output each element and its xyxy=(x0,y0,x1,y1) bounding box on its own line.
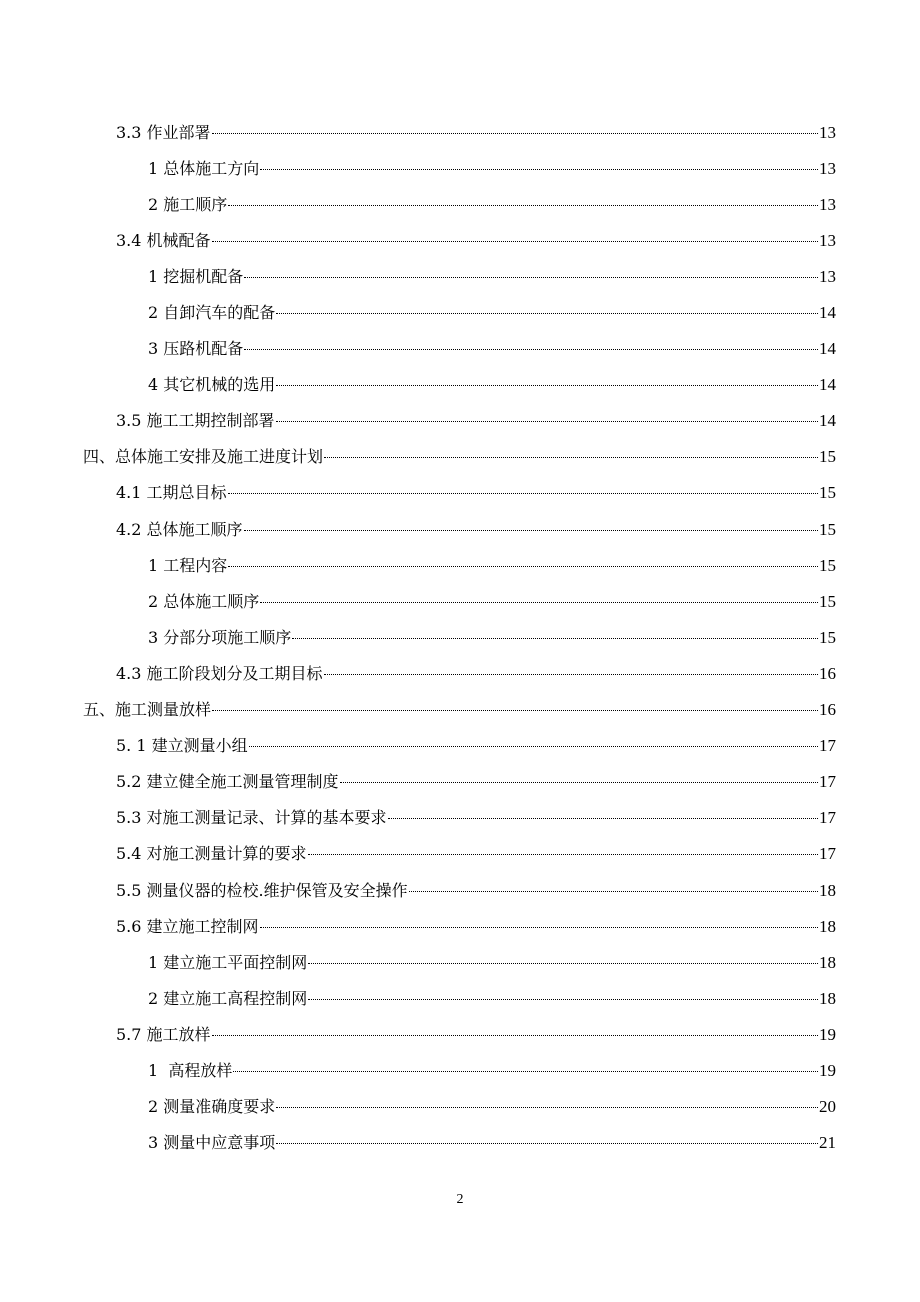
dot-leader xyxy=(324,457,818,458)
toc-entry[interactable] xyxy=(0,402,920,438)
toc-entry-title: 五、施工测量放样 xyxy=(83,700,212,720)
dot-leader xyxy=(276,1107,818,1108)
dot-leader xyxy=(276,313,818,314)
table-of-contents xyxy=(0,113,920,1160)
toc-entry[interactable] xyxy=(0,654,920,690)
dot-leader xyxy=(260,602,818,603)
toc-entry-page: 15 xyxy=(819,483,836,503)
toc-entry-page: 15 xyxy=(819,555,836,575)
dot-leader xyxy=(260,169,818,170)
toc-entry[interactable] xyxy=(0,691,920,727)
toc-entry-title: 5.2 建立健全施工测量管理制度 xyxy=(116,772,339,792)
toc-entry-title: 4.2 总体施工顺序 xyxy=(116,519,243,539)
toc-entry[interactable] xyxy=(0,763,920,799)
toc-entry-page: 18 xyxy=(819,988,836,1008)
toc-entry-title: 1 总体施工方向 xyxy=(148,158,260,178)
toc-entry[interactable] xyxy=(0,149,920,185)
dot-leader xyxy=(260,927,818,928)
toc-entry-page: 16 xyxy=(819,663,836,683)
toc-entry-page: 18 xyxy=(819,916,836,936)
toc-entry-page: 14 xyxy=(819,339,836,359)
toc-entry-page: 15 xyxy=(819,519,836,539)
toc-entry-page: 17 xyxy=(819,844,836,864)
toc-entry-title: 3 分部分项施工顺序 xyxy=(148,627,292,647)
toc-entry[interactable] xyxy=(0,474,920,510)
toc-entry-title: 5.3 对施工测量记录、计算的基本要求 xyxy=(116,808,387,828)
toc-entry-title: 3 测量中应意事项 xyxy=(148,1133,276,1153)
toc-entry-page: 13 xyxy=(819,230,836,250)
toc-entry-title: 2 测量准确度要求 xyxy=(148,1097,276,1117)
toc-entry[interactable] xyxy=(0,1051,920,1087)
toc-entry-page: 17 xyxy=(819,808,836,828)
toc-entry-page: 13 xyxy=(819,266,836,286)
toc-entry-page: 14 xyxy=(819,375,836,395)
dot-leader xyxy=(244,530,818,531)
toc-entry-title: 5.6 建立施工控制网 xyxy=(116,916,259,936)
toc-entry-title: 1 高程放样 xyxy=(148,1060,233,1080)
toc-entry-title: 1 挖掘机配备 xyxy=(148,266,244,286)
toc-entry-title: 2 建立施工高程控制网 xyxy=(148,988,308,1008)
toc-entry-title: 5.4 对施工测量计算的要求 xyxy=(116,844,307,864)
dot-leader xyxy=(244,349,818,350)
dot-leader xyxy=(308,854,818,855)
toc-entry-title: 5.5 测量仪器的检校.维护保管及安全操作 xyxy=(116,880,408,900)
toc-entry-title: 2 自卸汽车的配备 xyxy=(148,303,276,323)
toc-entry-title: 4.1 工期总目标 xyxy=(116,483,227,503)
dot-leader xyxy=(233,1071,818,1072)
toc-entry-title: 5.7 施工放样 xyxy=(116,1024,211,1044)
toc-entry-title: 2 总体施工顺序 xyxy=(148,591,260,611)
toc-entry[interactable] xyxy=(0,871,920,907)
toc-entry[interactable] xyxy=(0,510,920,546)
toc-entry[interactable] xyxy=(0,257,920,293)
toc-entry-page: 18 xyxy=(819,880,836,900)
dot-leader xyxy=(228,205,818,206)
toc-entry[interactable] xyxy=(0,438,920,474)
toc-entry[interactable] xyxy=(0,546,920,582)
toc-entry-page: 13 xyxy=(819,122,836,142)
toc-entry[interactable] xyxy=(0,907,920,943)
toc-entry-title: 1 建立施工平面控制网 xyxy=(148,952,308,972)
toc-entry[interactable] xyxy=(0,1088,920,1124)
toc-entry-title: 3 压路机配备 xyxy=(148,339,244,359)
dot-leader xyxy=(228,566,818,567)
toc-entry-title: 四、总体施工安排及施工进度计划 xyxy=(83,447,324,467)
toc-entry[interactable] xyxy=(0,113,920,149)
toc-entry[interactable] xyxy=(0,330,920,366)
toc-entry-page: 19 xyxy=(819,1060,836,1080)
toc-entry[interactable] xyxy=(0,835,920,871)
dot-leader xyxy=(292,638,818,639)
toc-entry[interactable] xyxy=(0,799,920,835)
dot-leader xyxy=(212,710,818,711)
dot-leader xyxy=(340,782,818,783)
toc-entry[interactable] xyxy=(0,943,920,979)
toc-entry-page: 13 xyxy=(819,158,836,178)
toc-entry[interactable] xyxy=(0,185,920,221)
toc-entry-title: 3.3 作业部署 xyxy=(116,122,211,142)
dot-leader xyxy=(324,674,818,675)
toc-entry-page: 17 xyxy=(819,736,836,756)
toc-entry[interactable] xyxy=(0,727,920,763)
toc-entry-page: 14 xyxy=(819,411,836,431)
dot-leader xyxy=(212,1035,818,1036)
toc-entry-page: 14 xyxy=(819,303,836,323)
toc-entry-title: 5. 1 建立测量小组 xyxy=(116,736,248,756)
toc-entry[interactable] xyxy=(0,293,920,329)
toc-entry-page: 20 xyxy=(819,1097,836,1117)
toc-entry-page: 18 xyxy=(819,952,836,972)
dot-leader xyxy=(409,891,818,892)
toc-entry[interactable] xyxy=(0,1124,920,1160)
toc-entry[interactable] xyxy=(0,979,920,1015)
toc-entry[interactable] xyxy=(0,582,920,618)
dot-leader xyxy=(244,277,818,278)
toc-entry-page: 17 xyxy=(819,772,836,792)
toc-entry-title: 4.3 施工阶段划分及工期目标 xyxy=(116,663,323,683)
toc-entry-title: 3.5 施工工期控制部署 xyxy=(116,411,275,431)
toc-entry[interactable] xyxy=(0,1015,920,1051)
dot-leader xyxy=(276,1143,818,1144)
toc-entry[interactable] xyxy=(0,221,920,257)
dot-leader xyxy=(308,999,818,1000)
dot-leader xyxy=(249,746,818,747)
toc-entry-page: 15 xyxy=(819,447,836,467)
dot-leader xyxy=(212,133,818,134)
toc-entry-title: 2 施工顺序 xyxy=(148,194,228,214)
toc-entry-title: 1 工程内容 xyxy=(148,555,228,575)
dot-leader xyxy=(228,493,818,494)
toc-entry[interactable] xyxy=(0,366,920,402)
page-number: 2 xyxy=(456,1192,464,1207)
toc-entry-page: 16 xyxy=(819,700,836,720)
dot-leader xyxy=(276,421,818,422)
toc-entry-page: 15 xyxy=(819,591,836,611)
dot-leader xyxy=(276,385,818,386)
toc-entry-page: 21 xyxy=(819,1133,836,1153)
toc-entry-title: 3.4 机械配备 xyxy=(116,230,211,250)
dot-leader xyxy=(308,963,818,964)
toc-entry-page: 13 xyxy=(819,194,836,214)
toc-entry-page: 15 xyxy=(819,627,836,647)
toc-entry[interactable] xyxy=(0,618,920,654)
dot-leader xyxy=(212,241,818,242)
toc-entry-title: 4 其它机械的选用 xyxy=(148,375,276,395)
toc-entry-page: 19 xyxy=(819,1024,836,1044)
dot-leader xyxy=(388,818,818,819)
